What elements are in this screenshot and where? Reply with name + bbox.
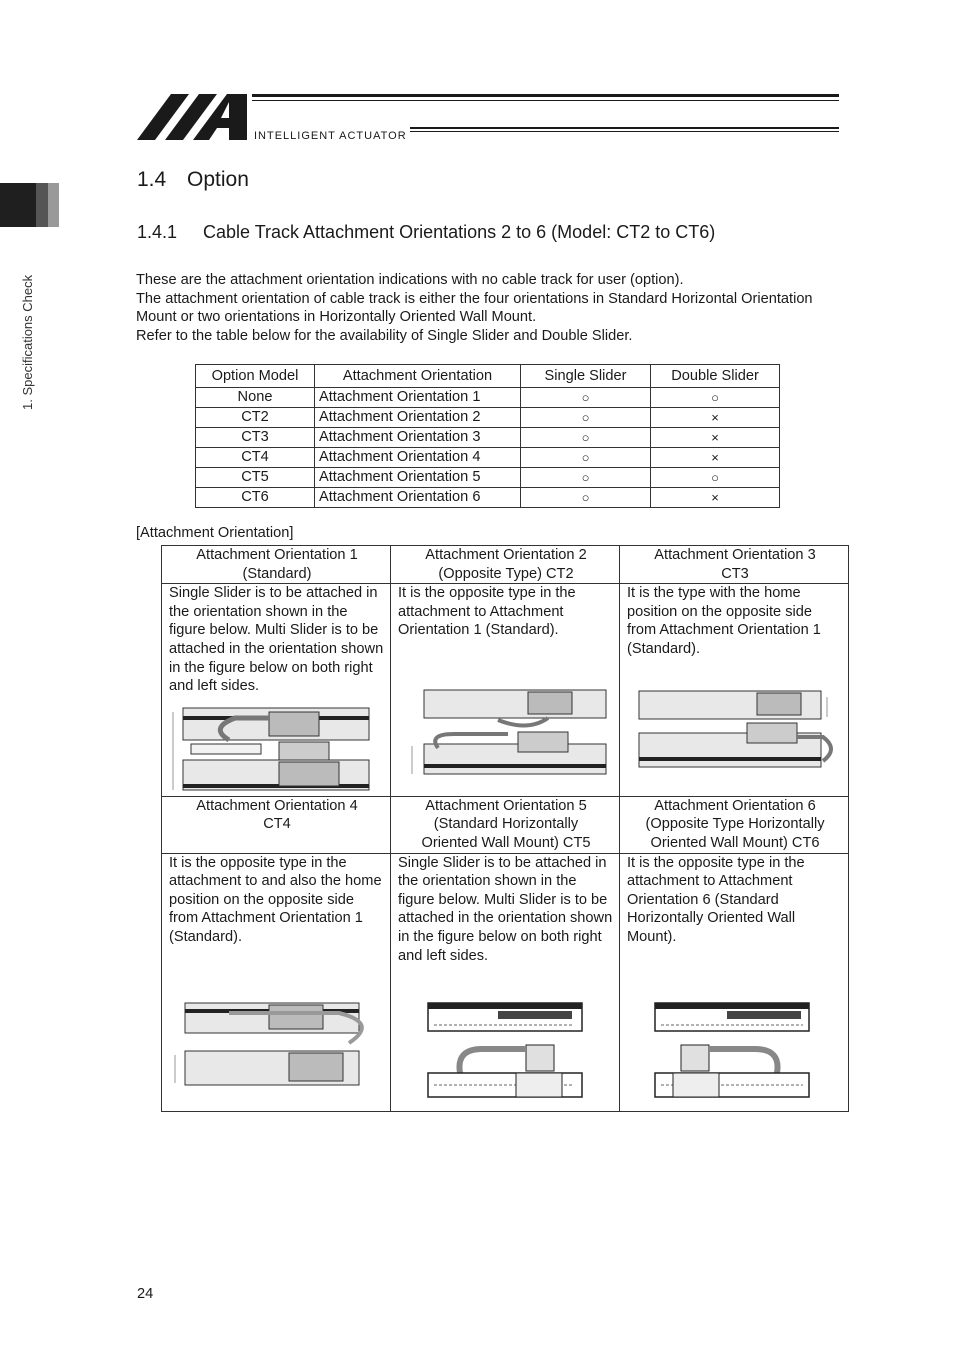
single-slider-cell: ○ bbox=[521, 488, 651, 508]
orientation-subtitle: Oriented Wall Mount) CT5 bbox=[421, 834, 591, 851]
orientation-cell: Attachment Orientation 4 bbox=[315, 448, 521, 468]
column-header: Attachment Orientation bbox=[315, 365, 521, 388]
orientation-title: Attachment Orientation 5 bbox=[425, 797, 587, 814]
orientation-description: It is the type with the home position on the opposite side from Attachment Orientation 1 (Standard). bbox=[627, 585, 821, 657]
column-header: Single Slider bbox=[521, 365, 651, 388]
orientation-subtitle: (Standard) bbox=[242, 565, 312, 582]
orientation-subtitle: CT4 bbox=[263, 816, 291, 833]
option-model-cell: CT2 bbox=[196, 408, 315, 428]
orientation-title: Attachment Orientation 2 bbox=[425, 547, 587, 563]
company-logo bbox=[137, 94, 257, 140]
option-model-cell: CT6 bbox=[196, 488, 315, 508]
orientation-description-cell bbox=[391, 853, 620, 1111]
orientation-header-row bbox=[162, 546, 849, 584]
attachment-orientation-label: [Attachment Orientation] bbox=[136, 525, 294, 541]
orientation-title-cell bbox=[391, 796, 620, 853]
orientation-title-cell bbox=[162, 546, 391, 584]
orientation-title-cell bbox=[162, 796, 391, 853]
orientation-description: It is the opposite type in the attachment to and also the home position on the opposite side from Attachment Orientation 1 (Standard). bbox=[169, 854, 382, 945]
actuator-diagram bbox=[398, 688, 610, 778]
orientation-subtitle: (Opposite Type Horizontally bbox=[645, 816, 825, 833]
section-title: Option bbox=[187, 168, 249, 191]
subsection-heading bbox=[137, 222, 715, 243]
side-tab-label: 1. Specifications Check bbox=[20, 274, 35, 410]
page-number: 24 bbox=[137, 1286, 154, 1302]
actuator-diagram-figure bbox=[627, 689, 843, 779]
orientation-title-cell bbox=[620, 546, 849, 584]
single-slider-cell: ○ bbox=[521, 408, 651, 428]
orientation-subtitle: Oriented Wall Mount) CT6 bbox=[650, 834, 820, 851]
orientation-title-cell bbox=[620, 796, 849, 853]
orientation-header-row bbox=[162, 796, 849, 853]
table-header-row bbox=[196, 365, 780, 388]
intro-paragraph: The attachment orientation of cable track is either the four orientations in Standard Horizontal Orientation Mount or two orientations in Horizontally Oriented Wall Mount. bbox=[136, 290, 813, 326]
actuator-diagram bbox=[169, 999, 381, 1089]
table-row bbox=[196, 388, 780, 408]
orientation-cell: Attachment Orientation 3 bbox=[315, 428, 521, 448]
actuator-diagram-figure bbox=[169, 999, 385, 1089]
orientation-title-cell bbox=[391, 546, 620, 584]
attachment-orientation-table bbox=[161, 545, 849, 1112]
orientation-title: Attachment Orientation 6 bbox=[654, 797, 816, 814]
section-number: 1.4 bbox=[137, 168, 167, 191]
actuator-diagram-figure bbox=[398, 1001, 614, 1101]
orientation-description-cell bbox=[162, 584, 391, 797]
orientation-description: It is the opposite type in the attachment to Attachment Orientation 1 (Standard). bbox=[398, 585, 576, 639]
single-slider-cell: ○ bbox=[521, 448, 651, 468]
option-model-cell: CT5 bbox=[196, 468, 315, 488]
actuator-diagram bbox=[627, 689, 839, 779]
single-slider-cell: ○ bbox=[521, 388, 651, 408]
logo-text: INTELLIGENT ACTUATOR bbox=[254, 130, 407, 142]
double-slider-cell: × bbox=[651, 428, 780, 448]
orientation-content-row bbox=[162, 584, 849, 797]
subsection-number: 1.4.1 bbox=[137, 222, 178, 242]
orientation-description-cell bbox=[391, 584, 620, 797]
orientation-content-row bbox=[162, 853, 849, 1111]
orientation-cell: Attachment Orientation 6 bbox=[315, 488, 521, 508]
orientation-subtitle: (Standard Horizontally bbox=[433, 816, 579, 833]
double-slider-cell: × bbox=[651, 448, 780, 468]
column-header: Option Model bbox=[196, 365, 315, 388]
actuator-diagram-figure bbox=[627, 1001, 843, 1101]
table-row bbox=[196, 448, 780, 468]
subsection-title: Cable Track Attachment Orientations 2 to 6 (Model: CT2 to CT6) bbox=[203, 222, 716, 242]
table-row bbox=[196, 408, 780, 428]
orientation-description: It is the opposite type in the attachment to Attachment Orientation 6 (Standard Horizontally Oriented Wall Mount). bbox=[627, 854, 805, 945]
orientation-description: Single Slider is to be attached in the orientation shown in the figure below. Multi Slider is to be attached in the orientation shown in the figure below on both right and left sides. bbox=[398, 854, 613, 964]
side-tab-marker bbox=[0, 183, 36, 227]
ia-logo-mark bbox=[137, 94, 257, 140]
option-model-cell: CT4 bbox=[196, 448, 315, 468]
orientation-cell: Attachment Orientation 2 bbox=[315, 408, 521, 428]
actuator-diagram bbox=[398, 1001, 610, 1101]
orientation-description-cell bbox=[162, 853, 391, 1111]
double-slider-cell: ○ bbox=[651, 388, 780, 408]
table-row bbox=[196, 428, 780, 448]
orientation-cell: Attachment Orientation 5 bbox=[315, 468, 521, 488]
side-tab-marker-light bbox=[48, 183, 59, 227]
side-tab-marker-mid bbox=[36, 183, 48, 227]
actuator-diagram bbox=[627, 1001, 839, 1101]
double-slider-cell: ○ bbox=[651, 468, 780, 488]
intro-paragraph: These are the attachment orientation indications with no cable track for user (option). bbox=[136, 272, 684, 288]
orientation-title: Attachment Orientation 3 bbox=[654, 547, 816, 563]
actuator-diagram-figure bbox=[169, 704, 385, 796]
actuator-diagram-figure bbox=[398, 688, 614, 778]
option-model-table bbox=[195, 364, 780, 508]
orientation-title: Attachment Orientation 4 bbox=[196, 797, 358, 814]
double-slider-cell: × bbox=[651, 408, 780, 428]
orientation-subtitle: CT3 bbox=[721, 565, 749, 582]
column-header: Double Slider bbox=[651, 365, 780, 388]
orientation-title: Attachment Orientation 1 bbox=[196, 547, 358, 563]
option-model-cell: None bbox=[196, 388, 315, 408]
section-heading bbox=[137, 168, 249, 192]
intro-text bbox=[136, 271, 836, 345]
table-row bbox=[196, 468, 780, 488]
single-slider-cell: ○ bbox=[521, 428, 651, 448]
orientation-description: Single Slider is to be attached in the orientation shown in the figure below. Multi Slider is to be attached in the orientation shown in the figure below on both right and left sides. bbox=[169, 585, 384, 695]
intro-paragraph: Refer to the table below for the availability of Single Slider and Double Slider. bbox=[136, 327, 633, 344]
single-slider-cell: ○ bbox=[521, 468, 651, 488]
orientation-subtitle: (Opposite Type) CT2 bbox=[438, 565, 574, 582]
double-slider-cell: × bbox=[651, 488, 780, 508]
orientation-description-cell bbox=[620, 584, 849, 797]
option-model-cell: CT3 bbox=[196, 428, 315, 448]
orientation-cell: Attachment Orientation 1 bbox=[315, 388, 521, 408]
orientation-description-cell bbox=[620, 853, 849, 1111]
table-row bbox=[196, 488, 780, 508]
actuator-diagram bbox=[169, 704, 381, 796]
